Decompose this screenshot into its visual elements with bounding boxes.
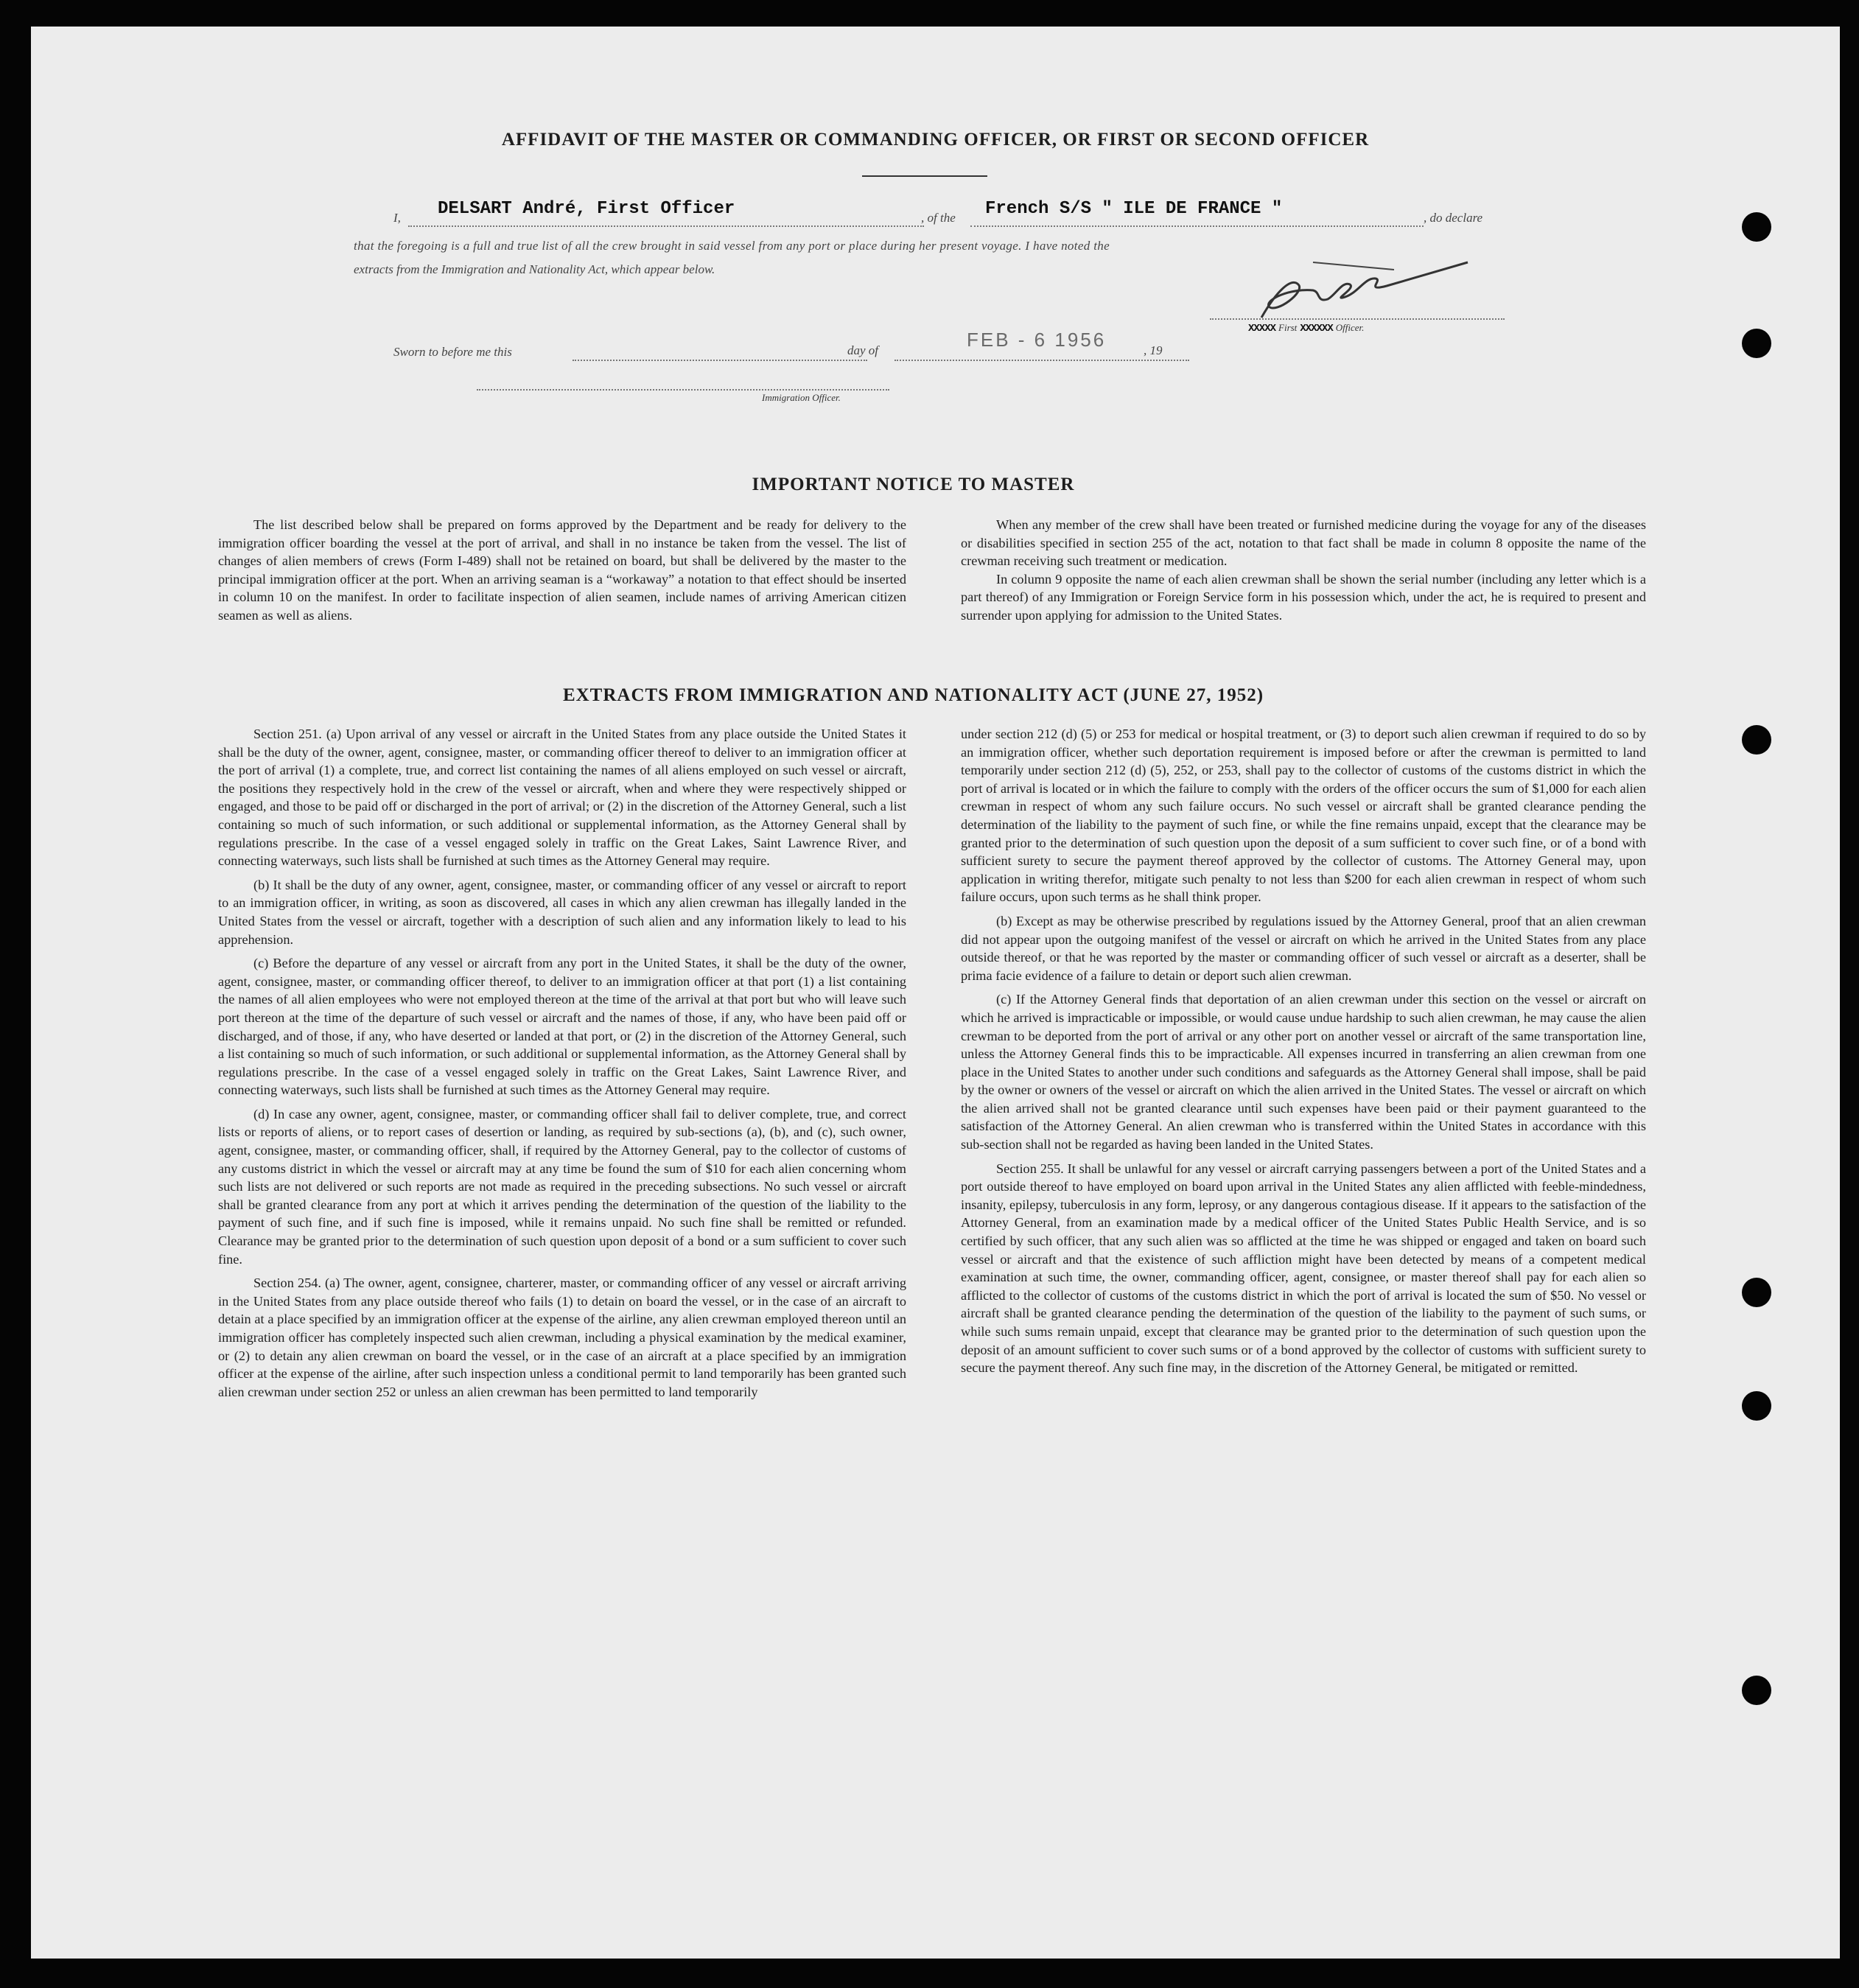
extracts-title: EXTRACTS FROM IMMIGRATION AND NATIONALITY ACT (JUNE 27, 1952)	[562, 685, 1264, 705]
vessel-field-line	[970, 225, 1424, 227]
affidavit-statement-2: extracts from the Immigration and Nationality Act, which appear below.	[354, 262, 715, 276]
section-254-a: Section 254. (a) The owner, agent, consignee, charterer, master, or commanding officer of any vessel or aircraft arriving in the United States from any place outside thereof who fails (1) to detain on board the vessel, or in the case of an aircraft to detain at a place specified by an immigration officer at the expense of the airline, any alien crewman employed thereon until an immigration officer has completely inspected such alien crewman, including a physical examination by the medical examiner, or (2) to detain any alien crewman on board the vessel, or in the case of an aircraft at a place specified by an immigration officer at the expense of the airline, after such inspection unless a conditional permit to land temporarily has been granted such alien crewman under section 252 or unless an alien crewman has been permitted to land temporarily	[218, 1275, 906, 1399]
day-of-label: day of	[847, 343, 879, 357]
binder-hole	[1742, 1391, 1771, 1421]
section-254-a-continued: under section 212 (d) (5) or 253 for medical or hospital treatment, or (3) to deport such alien crewman if required to do so by an immigration officer, whether such deportation requirement is imposed before or after the crewman is permitted to land temporarily under section 212 (d) (5), 252, or 253, shall pay to the collector of customs of the customs district in which the port of arrival is located or in which the failure to comply with the orders of the officer occurs the sum of $1,000 for each alien crewman in respect of whom any such failure occurs. No such vessel or aircraft shall be granted clearance pending the determination of the liability to the payment of such fine, or while the fine remains unpaid, except that the clearance may be granted prior to the determination of such question upon the deposit of a sum sufficient to cover such fine, or of a bond with sufficient surety to secure the payment thereof approved by the collector of customs. The Attorney General may, upon application in writing therefor, mitigate such penalty to not less than $200 for each alien crewman in respect of whom such failure occurs, upon such terms as he shall think proper.	[961, 727, 1646, 905]
notice-right-column	[961, 516, 1646, 625]
affidavit-statement: that the foregoing is a full and true list of all the crew brought in said vessel from any port or place during her present voyage. I have noted the	[354, 239, 1110, 253]
do-declare-label: , do declare	[1424, 211, 1483, 225]
binder-hole	[1742, 212, 1771, 242]
declarant-name: DELSART André, First Officer	[438, 199, 735, 219]
notice-title: IMPORTANT NOTICE TO MASTER	[752, 475, 1075, 494]
section-251-d: (d) In case any owner, agent, consignee, master, or commanding officer shall fail to deliver complete, true, and correct lists or reports of aliens, or to report cases of desertion or landing, as required by sub-sections (a), (b), and (c), such owner, agent, consignee, master, or commanding officer, shall, if required by the Attorney General, pay to the collector of customs of any customs district in which the vessel or aircraft may at any time be found the sum of $10 for each alien concerning whom such lists are not delivered or such reports are not made as required in the preceding subsections. No such vessel or aircraft shall be granted clearance from any port at which it arrives pending the determination of the question of the liability to the payment of such fine, and if such fine is imposed, while it remains unpaid. No such fine shall be remitted or refunded. Clearance may be granted prior to the determination of such question upon deposit of a bond or a sum sufficient to cover such fine.	[218, 1106, 906, 1267]
section-254-c: (c) If the Attorney General finds that deportation of an alien crewman under this section on the vessel or aircraft on which he arrived is impracticable or impossible, or would cause undue hardship to such alien crewman, he may cause the alien crewman to be deported from the port of arrival or any other port on another vessel or aircraft of the same transportation line, unless the Attorney General finds this to be impracticable. All expenses incurred in transferring an alien crewman from one place in the United States to another under such conditions and safeguards as the Attorney General shall impose, shall be paid by the owner or owners of the vessel or aircraft on which the alien arrived in the United States. The vessel or aircraft on which the alien arrived shall not be granted clearance until such expenses have been paid or their payment guaranteed to the satisfaction of the Attorney General. An alien crewman who is transferred within the United States in accordance with this sub-section shall not be regarded as having been landed in the United States.	[961, 992, 1646, 1152]
binder-hole	[1742, 329, 1771, 358]
extracts-left-column	[218, 725, 906, 1401]
signature-line	[1210, 318, 1505, 320]
section-251-a: Section 251. (a) Upon arrival of any vessel or aircraft in the United States from any place outside the United States it shall be the duty of the owner, agent, consignee, master, or commanding officer thereof to deliver to an immigration officer at the port of arrival (1) a complete, true, and correct list containing the names of all aliens employed on such vessel or aircraft, the positions they respectively hold in the crew of the vessel or aircraft, when and where they were respectively shipped or engaged, and those to be paid off or discharged in the port of arrival; or (2) in the discretion of the Attorney General, such a list containing so much of such information, or such additional or supplemental information, as the Attorney General shall by regulations prescribe. In the case of a vessel engaged solely in traffic on the Great Lakes, Saint Lawrence River, and connecting waterways, such lists shall be furnished at such times as the Attorney General may require.	[218, 727, 906, 869]
vessel-name: French S/S " ILE DE FRANCE "	[985, 199, 1283, 219]
name-field-line	[408, 225, 924, 227]
signer-first: First	[1278, 322, 1298, 333]
binder-hole	[1742, 1676, 1771, 1705]
of-the-label: , of the	[921, 211, 956, 225]
signer-officer: Officer.	[1335, 322, 1365, 333]
i-prefix: I,	[393, 211, 401, 225]
notice-left-column	[218, 516, 906, 625]
notice-left-paragraph: The list described below shall be prepared on forms approved by the Department and be ready for delivery to the immigration officer boarding the vessel at the port of arrival, and shall in no instance be taken from the vessel. The list of changes of alien members of crews (Form I-489) shall not be retained on board, but shall be delivered by the master to the principal immigration officer at the port. When an arriving seaman is a “workaway” a notation to that effect should be inserted in column 10 on the manifest. In order to facilitate inspection of alien seamen, include names of arriving American citizen seamen as well as aliens.	[218, 517, 906, 623]
section-255: Section 255. It shall be unlawful for any vessel or aircraft carrying passengers between a port of the United States and a port outside thereof to have employed on board upon arrival in the United States any alien afflicted with feeble-mindedness, insanity, epilepsy, tuberculosis in any form, leprosy, or any dangerous contagious disease. If it appears to the satisfaction of the Attorney General, from an examination made by a medical officer of the United States Public Health Service, and is so certified by such officer, that any such alien was so afflicted at the time he was shipped or engaged and taken on board such vessel or aircraft and that the existence of such affliction might have been detected by means of a competent medical examination at such time, the owner, commanding officer, agent, consignee, or master thereof shall pay for each alien so afflicted to the collector of customs of the customs district in which the port of arrival is located the sum of $50. No vessel or aircraft shall be granted clearance pending the determination of the question of the liability to the payment of such sums, or while such sums remain unpaid, except that clearance may be granted prior to the determination of such question upon the deposit of an amount sufficient to cover such sums or of a bond approved by the collector of customs with sufficient surety to secure the payment thereof. Any such fine may, in the discretion of the Attorney General, be mitigated or remitted.	[961, 1161, 1646, 1376]
signer-strike-1: XXXXX	[1248, 323, 1276, 335]
binder-hole	[1742, 725, 1771, 755]
signer-title	[1248, 321, 1364, 335]
section-254-b: (b) Except as may be otherwise prescribed by regulations issued by the Attorney General, proof that an alien crewman did not appear upon the outgoing manifest of the vessel or aircraft on which he arrived in the United States from any place outside thereof, or that he was reported by the master or commanding officer of such vessel or aircraft as a deserter, shall be prima facie evidence of a failure to detain or deport such alien crewman.	[961, 913, 1646, 983]
date-stamp: FEB - 6 1956	[967, 329, 1107, 351]
notice-right-paragraph-1: When any member of the crew shall have been treated or furnished medicine during the voyage for any of the diseases or disabilities specified in section 255 of the act, notation to that fact shall be made in column 8 opposite the name of the crewman receiving such treatment or medication.	[961, 517, 1646, 569]
document-page	[31, 27, 1840, 1959]
sworn-day-line	[573, 360, 867, 361]
signer-strike-2: XXXXXX	[1300, 323, 1333, 335]
sworn-label: Sworn to before me this	[393, 345, 512, 359]
binder-hole	[1742, 1278, 1771, 1307]
extracts-right-column	[961, 725, 1646, 1377]
immigration-officer-line	[477, 389, 889, 391]
section-251-b: (b) It shall be the duty of any owner, agent, consignee, master, or commanding officer of any vessel or aircraft to report to an immigration officer, in writing, as soon as discovered, all cases in which any alien crewman has illegally landed in the United States from the vessel or aircraft, together with a description of such alien and any information likely to lead to his apprehension.	[218, 877, 906, 947]
year-prefix: , 19	[1144, 343, 1163, 357]
title-rule	[862, 175, 987, 177]
sworn-month-line	[895, 360, 1189, 361]
section-251-c: (c) Before the departure of any vessel or aircraft from any port in the United States, it shall be the duty of the owner, agent, consignee, master, or commanding officer thereof, to deliver to an immigration officer at that port (1) a list containing the names of all alien employees who were not employed thereon at the time of the arrival at that port but who will leave such port thereon at the time of the departure of such vessel or aircraft and the names of those, if any, who have been paid off or discharged, and of those, if any, who have deserted or landed at that port, or (2) in the discretion of the Attorney General, such a list containing so much of such information, or such additional or supplemental information, as the Attorney General shall by regulations prescribe. In the case of a vessel engaged solely in traffic on the Great Lakes, Saint Lawrence River, and connecting waterways, such lists shall be furnished at such times as the Attorney General may require.	[218, 956, 906, 1098]
notice-right-paragraph-2: In column 9 opposite the name of each alien crewman shall be shown the serial number (including any letter which is a part thereof) of any Immigration or Foreign Service form in his possession which, under the act, he is required to present and surrender upon applying for admission to the United States.	[961, 571, 1646, 623]
affidavit-title: AFFIDAVIT OF THE MASTER OR COMMANDING OFFICER, OR FIRST OR SECOND OFFICER	[501, 130, 1370, 150]
immigration-officer-label: Immigration Officer.	[762, 392, 841, 403]
